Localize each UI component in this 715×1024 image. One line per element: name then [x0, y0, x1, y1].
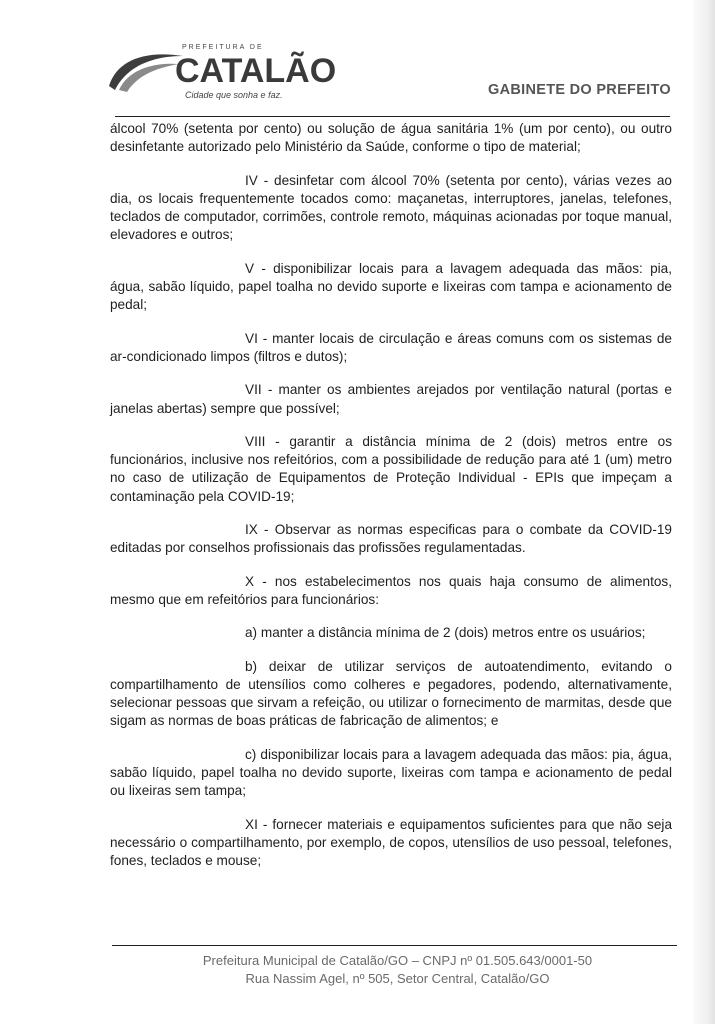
- paragraph-item-vii: VII - manter os ambientes arejados por ventilação natural (portas e janelas abertas) sempre que possível;: [110, 382, 672, 416]
- footer-divider: [112, 945, 677, 946]
- paragraph-item-v: V - disponibilizar locais para a lavagem adequada das mãos: pia, água, sabão líquido, papel toalha no devido suporte e lixeiras com tampa e acionamento de pedal;: [110, 260, 672, 313]
- header-divider: [115, 116, 670, 117]
- paragraph-item-iv: IV - desinfetar com álcool 70% (setenta por cento), várias vezes ao dia, os locais frequentemente tocados como: maçanetas, interruptores, janelas, telefones, teclados de computador, corrimões, controle remoto, máquinas acionadas por toque manual, elevadores e outros;: [110, 172, 672, 243]
- paragraph-item-xi: XI - fornecer materiais e equipamentos suficientes para que não seja necessário o compartilhamento, por exemplo, de copos, utensílios de uso pessoal, telefones, fones, teclados e mouse;: [110, 816, 672, 869]
- paragraph-subitem-b: b) deixar de utilizar serviços de autoatendimento, evitando o compartilhamento de utensílios como colheres e pegadores, podendo, alternativamente, selecionar pessoas que sirvam a refeição, ou utilizar o fornecimento de marmitas, desde que sigam as normas de boas práticas de fabricação de alimentos; e: [110, 658, 672, 729]
- city-logo: [105, 40, 335, 102]
- paragraph-subitem-a: a) manter a distância mínima de 2 (dois) metros entre os usuários;: [245, 625, 646, 641]
- paragraph-item-ix: IX - Observar as normas especificas para o combate da COVID-19 editadas por conselhos profissionais das profissões regulamentadas.: [110, 522, 672, 556]
- logo-swoosh-icon: [105, 46, 185, 96]
- logo-small-text: PREFEITURA DE: [182, 44, 264, 51]
- scan-edge: [693, 0, 715, 1024]
- document-body: [110, 120, 672, 886]
- footer-line-2: Rua Nassim Agel, nº 505, Setor Central, Catalão/GO: [245, 971, 550, 986]
- logo-main-text: CATALÃO: [175, 52, 337, 90]
- paragraph-item-viii: VIII - garantir a distância mínima de 2 (dois) metros entre os funcionários, inclusive nos refeitórios, com a possibilidade de redução para até 1 (um) metro no caso de utilização de Equipamentos de Proteção Individual - EPIs que impeçam a contaminação pela COVID-19;: [110, 433, 672, 504]
- paragraph-item-x: X - nos estabelecimentos nos quais haja consumo de alimentos, mesmo que em refeitórios para funcionários:: [110, 573, 672, 607]
- office-title: GABINETE DO PREFEITO: [488, 82, 671, 98]
- paragraph-subitem-c: c) disponibilizar locais para a lavagem adequada das mãos: pia, água, sabão líquido, papel toalha no devido suporte, lixeiras com tampa e acionamento de pedal ou lixeiras sem tampa;: [110, 746, 672, 799]
- logo-tagline: Cidade que sonha e faz.: [185, 90, 283, 100]
- paragraph-continuation: álcool 70% (setenta por cento) ou solução de água sanitária 1% (um por cento), ou outro desinfetante autorizado pelo Ministério da Saúde, conforme o tipo de material;: [110, 121, 672, 155]
- page-footer: [115, 952, 680, 988]
- paragraph-item-vi: VI - manter locais de circulação e áreas comuns com os sistemas de ar-condicionado limpos (filtros e dutos);: [110, 330, 672, 364]
- footer-line-1: Prefeitura Municipal de Catalão/GO – CNPJ nº 01.505.643/0001-50: [202, 953, 593, 968]
